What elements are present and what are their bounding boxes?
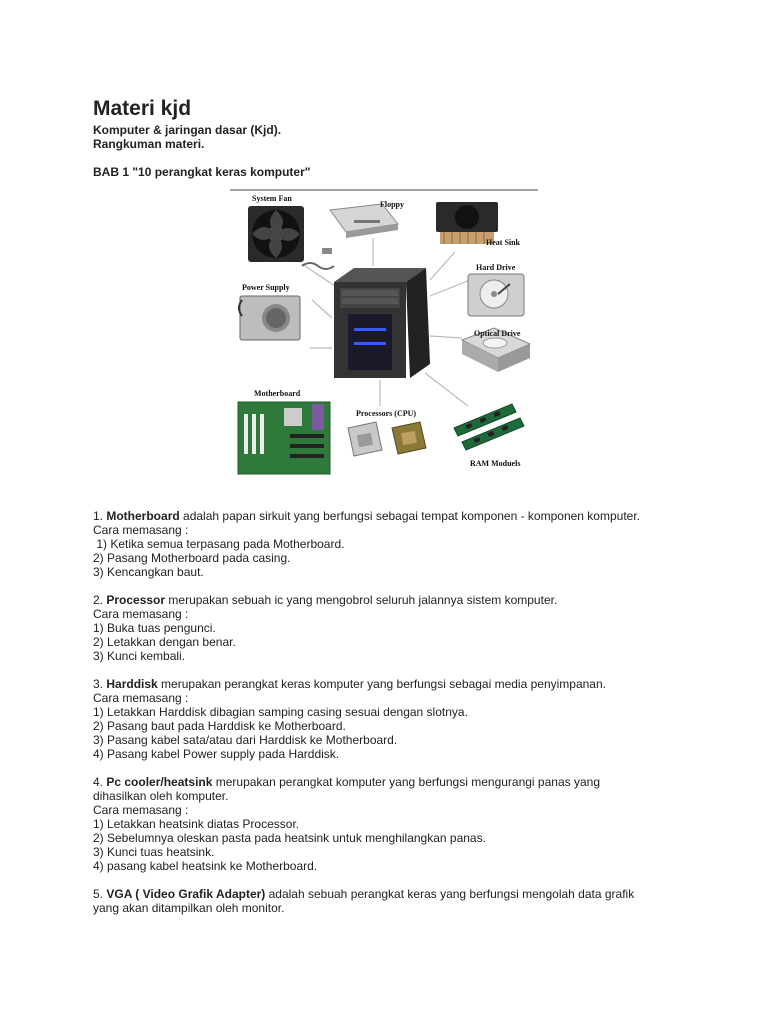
label-processors: Processors (CPU) [356, 409, 417, 418]
item-steps [93, 705, 653, 761]
subtitle-summary: Rangkuman materi. [93, 137, 205, 151]
computer-case-icon [334, 268, 430, 378]
item-how-label: Cara memasang : [93, 803, 189, 817]
step: 3) Kunci kembali. [93, 649, 186, 663]
page-title: Materi kjd [93, 97, 192, 120]
cpu-icon [348, 422, 426, 456]
step: 2) Pasang Motherboard pada casing. [93, 551, 291, 565]
item-term: Pc cooler/heatsink [106, 775, 213, 789]
item-steps [93, 817, 653, 873]
item-description: 2. Processor merupakan sebuah ic yang mengobrol seluruh jalannya sistem komputer. [93, 593, 558, 607]
label-system-fan: System Fan [252, 194, 292, 203]
item-description: 3. Harddisk merupakan perangkat keras komputer yang berfungsi sebagai media penyimpanan. [93, 677, 606, 691]
item-term: Harddisk [106, 677, 158, 691]
power-supply-icon [239, 296, 300, 340]
list-item [93, 593, 653, 663]
step: 1) Ketika semua terpasang pada Motherboard. [93, 537, 345, 551]
list-item [93, 887, 653, 915]
item-description: 4. Pc cooler/heatsink merupakan perangkat komputer yang berfungsi mengurangi panas yang dihasilkan oleh komputer. [93, 775, 600, 803]
step: 3) Pasang kabel sata/atau dari Harddisk ke Motherboard. [93, 733, 398, 747]
step: 2) Sebelumnya oleskan pasta pada heatsink untuk menghilangkan panas. [93, 831, 486, 845]
list-item [93, 677, 653, 761]
hardware-figure [230, 188, 540, 480]
item-how-label: Cara memasang : [93, 523, 189, 537]
item-how-label: Cara memasang : [93, 691, 189, 705]
item-description: 1. Motherboard adalah papan sirkuit yang berfungsi sebagai tempat komponen - komponen komputer. [93, 509, 640, 523]
subtitle: Komputer & jaringan dasar (Kjd). [93, 123, 282, 137]
list-item [93, 509, 653, 579]
list-item [93, 775, 653, 873]
step: 1) Letakkan heatsink diatas Processor. [93, 817, 300, 831]
item-steps [93, 537, 653, 579]
hardware-diagram [230, 188, 540, 480]
step: 3) Kunci tuas heatsink. [93, 845, 215, 859]
chapter-heading: BAB 1 "10 perangkat keras komputer" [93, 165, 311, 179]
motherboard-icon [238, 402, 330, 474]
ram-modules-icon [454, 404, 524, 450]
item-steps [93, 621, 653, 663]
step: 2) Pasang baut pada Harddisk ke Motherboard. [93, 719, 346, 733]
label-optical-drive: Optical Drive [474, 329, 521, 338]
system-fan-icon [248, 206, 334, 269]
floppy-drive-icon [330, 204, 398, 238]
step: 1) Buka tuas pengunci. [93, 621, 216, 635]
label-heat-sink: Heat Sink [486, 238, 521, 247]
step: 4) pasang kabel heatsink ke Motherboard. [93, 859, 318, 873]
item-term: Motherboard [106, 509, 180, 523]
step: 1) Letakkan Harddisk dibagian samping casing sesuai dengan slotnya. [93, 705, 468, 719]
label-power-supply: Power Supply [242, 283, 290, 292]
item-term: VGA ( Video Grafik Adapter) [106, 887, 266, 901]
hardware-list [93, 509, 653, 929]
step: 3) Kencangkan baut. [93, 565, 204, 579]
item-how-label: Cara memasang : [93, 607, 189, 621]
label-ram-modules: RAM Moduels [470, 459, 521, 468]
item-term: Processor [106, 593, 166, 607]
step: 2) Letakkan dengan benar. [93, 635, 236, 649]
hard-drive-icon [468, 274, 524, 316]
label-floppy: Floppy [380, 200, 405, 209]
label-hard-drive: Hard Drive [476, 263, 516, 272]
step: 4) Pasang kabel Power supply pada Harddisk. [93, 747, 340, 761]
label-motherboard: Motherboard [254, 389, 301, 398]
item-description: 5. VGA ( Video Grafik Adapter) adalah sebuah perangkat keras yang berfungsi mengolah data grafik yang akan ditampilkan oleh monitor. [93, 887, 635, 915]
